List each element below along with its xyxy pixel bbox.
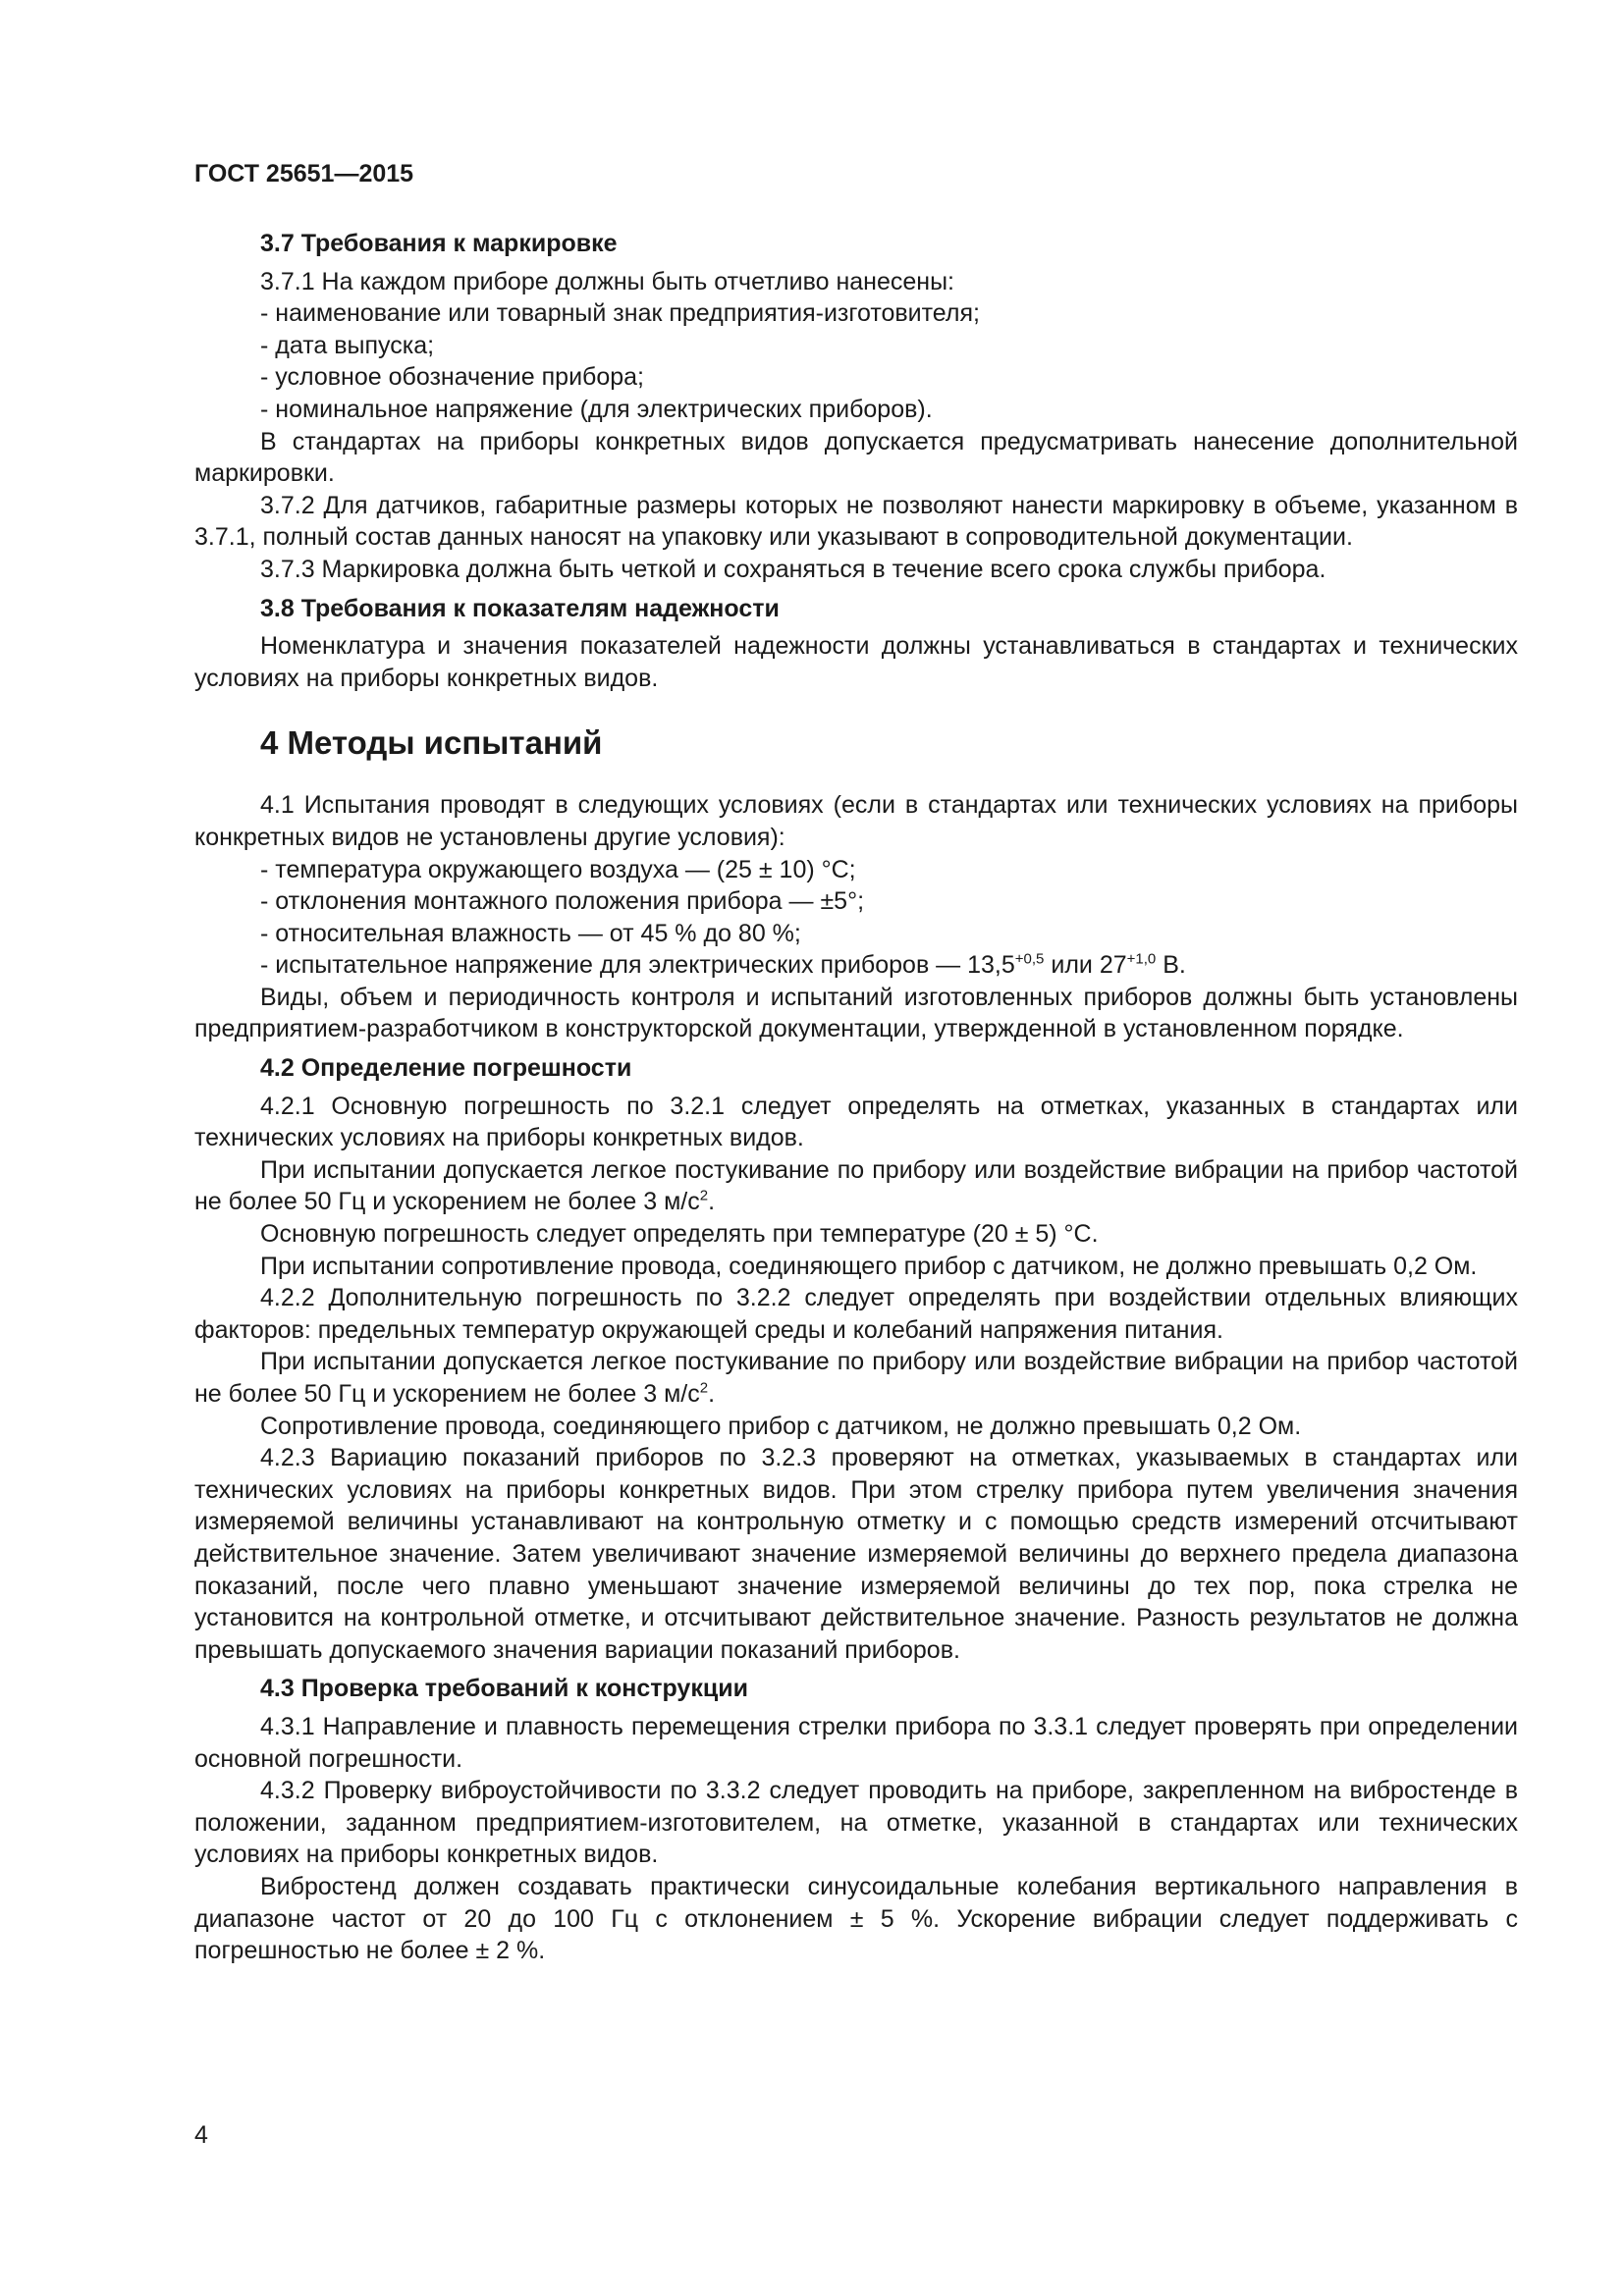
- paragraph-4-2-1: 4.2.1 Основную погрешность по 3.2.1 следует определять на отметках, указанных в стандартах или технических условиях на приборы конкретных видов.: [194, 1092, 1518, 1152]
- list-item: - условное обозначение прибора;: [260, 363, 645, 392]
- heading-3-8: 3.8 Требования к показателям надежности: [260, 594, 780, 622]
- paragraph-4-2-3: 4.2.3 Вариацию показаний приборов по 3.2.3 проверяют на отметках, указываемых в стандартах или технических условиях на приборы конкретных видов. При этом стрелку прибора путем увеличения значения измеряемой величины устанавливают на контрольную отметку и с помощью средств измерений отсчитывают действительное значение. Затем увеличивают значение измеряемой величины до верхнего предела диапазона показаний, после чего плавно уменьшают значение измеряемой величины до тех пор, пока стрелка не установится на контрольной отметке, и отсчитывают действительное значение. Разность результатов не должна превышать допускаемого значения вариации показаний приборов.: [194, 1444, 1518, 1664]
- voltage-tolerance-a: +0,5: [1014, 950, 1045, 968]
- paragraph-text: При испытании допускается легкое постукивание по прибору или воздействие вибрации на прибор частотой не более 50 Гц и ускорением не более 3 м/с: [194, 1155, 1518, 1216]
- paragraph: Номенклатура и значения показателей надежности должны устанавливаться в стандартах и технических условиях на приборы конкретных видов.: [194, 632, 1518, 692]
- list-item: - номинальное напряжение (для электрических приборов).: [260, 395, 933, 423]
- heading-4-2: 4.2 Определение погрешности: [260, 1054, 632, 1083]
- heading-3-7: 3.7 Требования к маркировке: [260, 230, 618, 257]
- paragraph: В стандартах на приборы конкретных видов допускается предусматривать нанесение дополнительной маркировки.: [194, 427, 1518, 488]
- document-id: ГОСТ 25651—2015: [194, 160, 414, 187]
- superscript: 2: [699, 1188, 709, 1205]
- paragraph-4-3-2: 4.3.2 Проверку виброустойчивости по 3.3.2 следует проводить на приборе, закрепленном на вибростенде в положении, заданном предприятием-изготовителем, на отметке, указанной в стандартах или технических условиях на приборы конкретных видов.: [194, 1777, 1518, 1869]
- document-page: [194, 159, 1518, 1967]
- list-item: - отклонения монтажного положения прибора — ±5°;: [260, 887, 865, 916]
- voltage-text-b: или 27: [1044, 951, 1127, 980]
- voltage-text-a: - испытательное напряжение для электрических приборов — 13,5: [260, 951, 1015, 980]
- paragraph: [194, 1346, 1518, 1410]
- paragraph-text: При испытании допускается легкое постукивание по прибору или воздействие вибрации на прибор частотой не более 50 Гц и ускорением не более 3 м/с: [194, 1348, 1518, 1408]
- paragraph: [194, 1154, 1518, 1218]
- list-item: - дата выпуска;: [260, 331, 435, 359]
- paragraph-3-7-2: 3.7.2 Для датчиков, габаритные размеры которых не позволяют нанести маркировку в объеме, указанном в 3.7.1, полный состав данных наносят на упаковку или указывают в сопроводительной документации.: [194, 491, 1518, 552]
- paragraph-4-2-2: 4.2.2 Дополнительную погрешность по 3.2.2 следует определять при воздействии отдельных влияющих факторов: предельных температур окружающей среды и колебаний напряжения питания.: [194, 1284, 1518, 1344]
- heading-4-3: 4.3 Проверка требований к конструкции: [260, 1675, 748, 1703]
- paragraph: Вибростенд должен создавать практически синусоидальные колебания вертикального направления в диапазоне частот от 20 до 100 Гц с отклонением ± 5 %. Ускорение вибрации следует поддерживать с погрешностью не более ± 2 %.: [194, 1872, 1518, 1965]
- superscript: 2: [699, 1379, 709, 1397]
- list-item: - относительная влажность — от 45 % до 80 %;: [260, 919, 801, 947]
- paragraph-end: .: [708, 1380, 716, 1408]
- paragraph: Виды, объем и периодичность контроля и испытаний изготовленных приборов должны быть установлены предприятием-разработчиком в конструкторской документации, утвержденной в установленном порядке.: [194, 983, 1518, 1043]
- list-item: - наименование или товарный знак предприятия-изготовителя;: [260, 299, 980, 328]
- paragraph-3-7-3: 3.7.3 Маркировка должна быть четкой и сохраняться в течение всего срока службы прибора.: [260, 555, 1326, 583]
- paragraph: Основную погрешность следует определять при температуре (20 ± 5) °C.: [260, 1220, 1099, 1249]
- voltage-text-c: В.: [1156, 951, 1186, 980]
- paragraph-4-3-1: 4.3.1 Направление и плавность перемещения стрелки прибора по 3.3.1 следует проверять при определении основной погрешности.: [194, 1712, 1518, 1773]
- paragraph-3-7-1: 3.7.1 На каждом приборе должны быть отчетливо нанесены:: [260, 267, 955, 295]
- voltage-tolerance-b: +1,0: [1126, 950, 1157, 968]
- paragraph: При испытании сопротивление провода, соединяющего прибор с датчиком, не должно превышать 0,2 Ом.: [260, 1252, 1478, 1280]
- paragraph-end: .: [708, 1188, 716, 1216]
- page-number: 4: [194, 2121, 208, 2149]
- list-item: - температура окружающего воздуха — (25 ± 10) °C;: [260, 855, 856, 883]
- paragraph-4-1: 4.1 Испытания проводят в следующих условиях (если в стандартах или технических условиях на приборы конкретных видов не установлены другие условия):: [194, 791, 1518, 851]
- paragraph: Сопротивление провода, соединяющего прибор с датчиком, не должно превышать 0,2 Ом.: [260, 1412, 1302, 1440]
- list-item-test-voltage: [194, 949, 1518, 982]
- heading-4: 4 Методы испытаний: [260, 724, 603, 762]
